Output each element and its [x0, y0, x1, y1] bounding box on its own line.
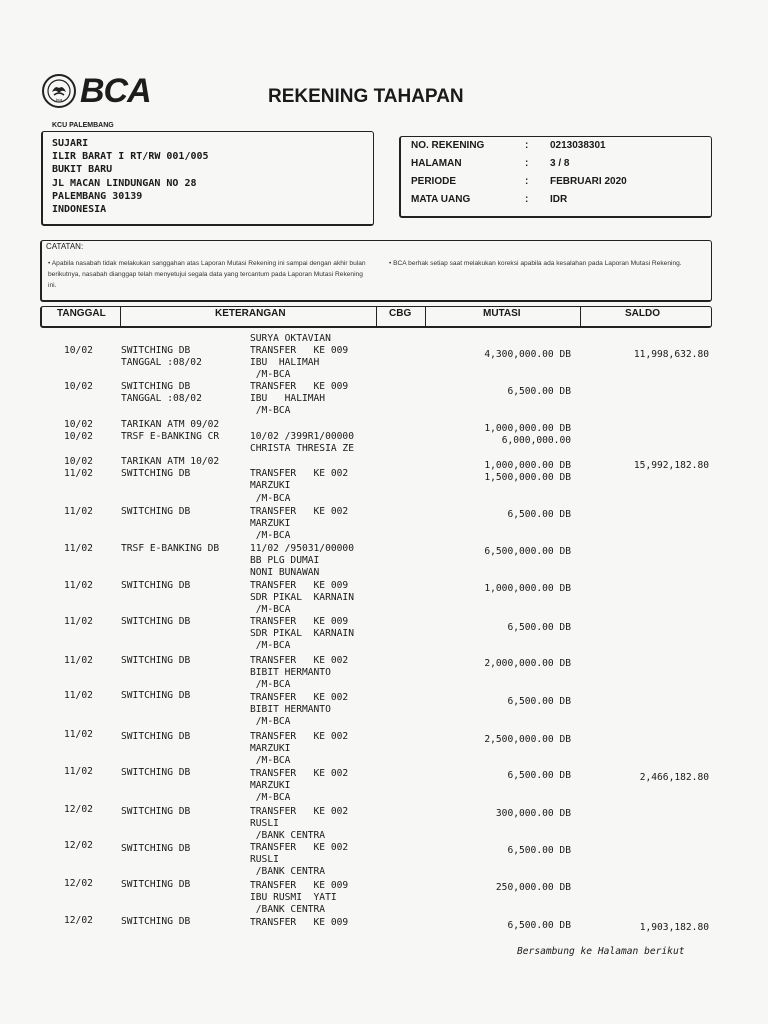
notes-label: CATATAN:: [46, 242, 84, 251]
row-amount: 1,000,000.00 DB 1,500,000.00 DB: [484, 460, 571, 484]
row-description: TRANSFER KE 002 RUSLI /BANK CENTRA: [250, 842, 349, 878]
row-description: TRANSFER KE 009 SDR PIKAL KARNAIN /M-BCA: [250, 616, 354, 652]
row-amount: 6,500.00 DB: [507, 509, 571, 520]
row-amount: 6,500.00 DB: [507, 386, 571, 397]
row-amount: 6,500.00 DB: [507, 696, 571, 707]
column-header-mutation: MUTASI: [483, 308, 521, 319]
row-date: 12/02: [64, 915, 93, 926]
customer-address: [52, 137, 209, 216]
row-date: 11/02: [64, 655, 93, 666]
row-balance: 2,466,182.80: [639, 772, 709, 783]
note-item: • BCA berhak setiap saat melakukan koreksi apabila ada kesalahan pada Laporan Mutasi Rekening.: [389, 260, 682, 267]
note-item: • Apabila nasabah tidak melakukan sanggahan atas Laporan Mutasi Rekening ini sampai dengan akhir bulan berikutnya, nasabah dianggap telah menyetujui segala data yang tercantum pada Laporan Mutasi Rekening ini.: [48, 260, 366, 289]
row-type: SWITCHING DB: [121, 806, 191, 817]
row-date: 11/02: [64, 506, 93, 517]
row-description: TRANSFER KE 002 MARZUKI /M-BCA: [250, 768, 349, 804]
row-description: TRANSFER KE 002 BIBIT HERMANTO /M-BCA: [250, 692, 349, 728]
column-divider: [425, 307, 426, 326]
row-type: TRSF E-BANKING DB: [121, 543, 220, 554]
row-description: TRANSFER KE 009 IBU RUSMI YATI /BANK CENTRA: [250, 880, 349, 916]
row-date: 11/02: [64, 543, 93, 554]
emblem-caption: bca: [55, 97, 63, 102]
row-amount: 2,000,000.00 DB: [484, 658, 571, 669]
row-description: TRANSFER KE 002 MARZUKI /M-BCA: [250, 506, 349, 542]
row-amount: 1,000,000.00 DB: [484, 583, 571, 594]
row-date: 10/02: [64, 345, 93, 356]
address-line: JL MACAN LINDUNGAN NO 28: [52, 177, 197, 189]
account-number-label: NO. REKENING: [411, 140, 485, 151]
account-number-value: 0213038301: [550, 140, 606, 151]
column-divider: [580, 307, 581, 326]
row-date: 11/02: [64, 729, 93, 740]
address-line: ILIR BARAT I RT/RW 001/005: [52, 151, 209, 163]
row-type: SWITCHING DB: [121, 616, 191, 627]
row-amount: 300,000.00 DB: [495, 808, 571, 819]
row-amount: 6,500,000.00 DB: [484, 546, 571, 557]
address-line: BUKIT BARU: [52, 164, 113, 176]
row-amount: 1,000,000.00 DB 6,000,000.00: [484, 423, 571, 447]
address-line: PALEMBANG 30139: [52, 190, 143, 202]
row-date: 12/02: [64, 840, 93, 851]
bank-logo: [42, 72, 157, 112]
row-date: 11/02: [64, 580, 93, 591]
row-amount: 6,500.00 DB: [507, 920, 571, 931]
column-header-description: KETERANGAN: [215, 308, 286, 319]
row-description: TRANSFER KE 002 BIBIT HERMANTO /M-BCA: [250, 655, 349, 691]
row-type: SWITCHING DB: [121, 731, 191, 742]
row-amount: 6,500.00 DB: [507, 845, 571, 856]
page-title: REKENING TAHAPAN: [268, 86, 464, 107]
row-balance: 11,998,632.80: [633, 349, 709, 360]
page-label: HALAMAN: [411, 158, 462, 169]
row-date: 11/02: [64, 690, 93, 701]
row-description: TRANSFER KE 009 SDR PIKAL KARNAIN /M-BCA: [250, 580, 354, 616]
row-type: SWITCHING DB: [121, 767, 191, 778]
row-amount: 6,500.00 DB: [507, 770, 571, 781]
row-date: 11/02: [64, 616, 93, 627]
row-date: 12/02: [64, 878, 93, 889]
row-balance: 15,992,182.80: [633, 460, 709, 471]
row-type: SWITCHING DB: [121, 879, 191, 890]
row-description: TRANSFER KE 009 IBU HALIMAH /M-BCA: [250, 381, 349, 417]
column-header-balance: SALDO: [625, 308, 660, 319]
row-date: 11/02: [64, 766, 93, 777]
row-date: 10/02 10/02: [64, 419, 93, 443]
continued-note: Bersambung ke Halaman berikut: [517, 946, 685, 957]
colon-separator: :: [525, 140, 529, 151]
row-date: 10/02: [64, 381, 93, 392]
row-balance: 1,903,182.80: [639, 922, 709, 933]
currency-value: IDR: [550, 194, 568, 205]
row-type: TARIKAN ATM 09/02 TRSF E-BANKING CR: [121, 419, 220, 443]
row-description: TRANSFER KE 002 MARZUKI /M-BCA: [250, 731, 349, 767]
row-amount: 2,500,000.00 DB: [484, 734, 571, 745]
period-value: FEBRUARI 2020: [550, 176, 627, 187]
row-description: 10/02 /399R1/00000 CHRISTA THRESIA ZE: [250, 431, 354, 455]
row-type: SWITCHING DB TANGGAL :08/02: [121, 345, 202, 369]
address-line: INDONESIA: [52, 204, 107, 216]
row-description: SURYA OKTAVIAN: [250, 333, 331, 344]
row-type: SWITCHING DB: [121, 580, 191, 591]
row-type: SWITCHING DB: [121, 655, 191, 666]
row-description: TRANSFER KE 002 RUSLI /BANK CENTRA: [250, 806, 349, 842]
row-amount: 4,300,000.00 DB: [484, 349, 571, 360]
column-header-branch: CBG: [389, 308, 412, 319]
column-divider: [120, 307, 121, 326]
row-amount: 6,500.00 DB: [507, 622, 571, 633]
row-description: TRANSFER KE 009: [250, 917, 349, 928]
colon-separator: :: [525, 176, 529, 187]
row-type: SWITCHING DB: [121, 506, 191, 517]
row-type: SWITCHING DB: [121, 916, 191, 927]
row-date: 12/02: [64, 804, 93, 815]
colon-separator: :: [525, 158, 529, 169]
customer-name: SUJARI: [52, 138, 89, 149]
row-date: 10/02 11/02: [64, 456, 93, 480]
page-value: 3 / 8: [550, 158, 570, 169]
period-label: PERIODE: [411, 176, 457, 187]
row-type: SWITCHING DB: [121, 843, 191, 854]
row-description: TRANSFER KE 009 IBU HALIMAH /M-BCA: [250, 345, 349, 381]
row-type: TARIKAN ATM 10/02 SWITCHING DB: [121, 456, 220, 480]
colon-separator: :: [525, 194, 529, 205]
row-amount: 250,000.00 DB: [495, 882, 571, 893]
row-description: 11/02 /95031/00000 BB PLG DUMAI NONI BUNAWAN: [250, 543, 354, 579]
bca-emblem-icon: [42, 74, 76, 108]
currency-label: MATA UANG: [411, 194, 471, 205]
bank-name: BCA: [80, 72, 151, 110]
row-description: TRANSFER KE 002 MARZUKI /M-BCA: [250, 468, 349, 504]
column-divider: [376, 307, 377, 326]
row-type: SWITCHING DB TANGGAL :08/02: [121, 381, 202, 405]
branch-name: KCU PALEMBANG: [52, 122, 114, 129]
row-type: SWITCHING DB: [121, 690, 191, 701]
column-header-date: TANGGAL: [57, 308, 106, 319]
